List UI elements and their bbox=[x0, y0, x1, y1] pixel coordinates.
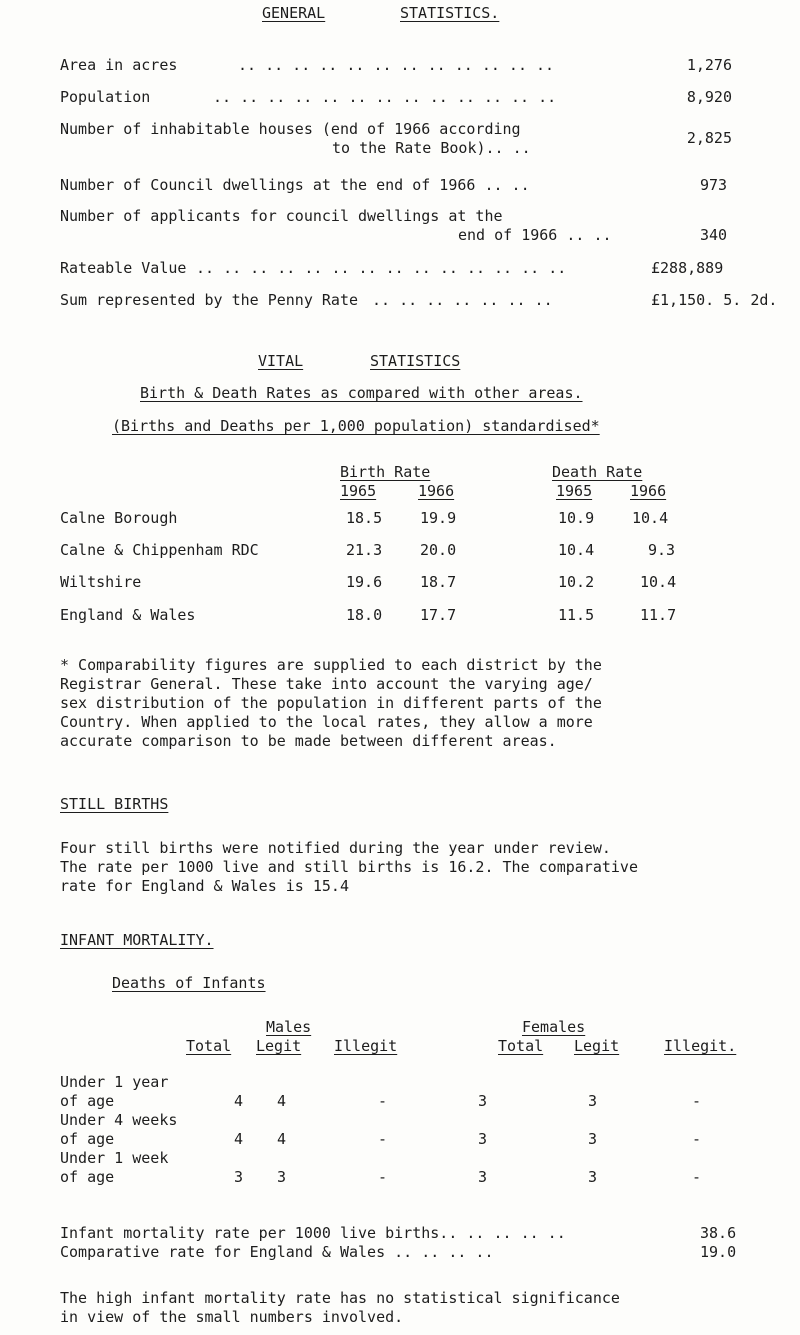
birth-1966: 18.7 bbox=[420, 573, 457, 591]
footnote-line: * Comparability figures are supplied to each district by the bbox=[60, 656, 602, 674]
area-label: Area in acres bbox=[60, 56, 178, 74]
birth-1966: 19.9 bbox=[420, 509, 457, 527]
applicants-line1: Number of applicants for council dwellings at the bbox=[60, 207, 503, 225]
female-illegit: - bbox=[692, 1092, 702, 1110]
male-illegit: - bbox=[378, 1092, 388, 1110]
population-label: Population bbox=[60, 88, 151, 106]
death-1965: 11.5 bbox=[558, 606, 595, 624]
council-dwellings-value: 973 bbox=[700, 176, 728, 194]
death-1965: 10.4 bbox=[558, 541, 595, 559]
rateable-dots: .. .. .. .. .. .. .. .. .. .. .. .. .. .. bbox=[196, 259, 567, 277]
infant-row-label: of age bbox=[60, 1168, 115, 1186]
vital-heading-left: VITAL bbox=[258, 352, 304, 370]
male-legit: 4 bbox=[277, 1092, 287, 1110]
rate-area: Calne & Chippenham RDC bbox=[60, 541, 259, 559]
female-legit: 3 bbox=[588, 1130, 598, 1148]
female-total: 3 bbox=[478, 1092, 488, 1110]
footnote-line: Registrar General. These take into account the varying age/ bbox=[60, 675, 593, 693]
rateable-value: £288,889 bbox=[651, 259, 724, 277]
area-value: 1,276 bbox=[686, 56, 732, 74]
infant-row-label: Under 4 weeks bbox=[60, 1111, 178, 1129]
still-births-text: rate for England & Wales is 15.4 bbox=[60, 877, 349, 895]
infant-heading: INFANT MORTALITY. bbox=[60, 931, 214, 949]
rateable-label: Rateable Value bbox=[60, 259, 187, 277]
col-male-legit: Legit bbox=[256, 1037, 302, 1055]
comparative-rate-value: 19.0 bbox=[700, 1243, 737, 1261]
death-1965: 10.9 bbox=[558, 509, 595, 527]
males-header: Males bbox=[266, 1018, 312, 1036]
death-1966: 9.3 bbox=[648, 541, 676, 559]
inhabitable-value: 2,825 bbox=[686, 129, 732, 147]
infant-row-label: of age bbox=[60, 1130, 115, 1148]
birth-1966: 20.0 bbox=[420, 541, 457, 559]
male-illegit: - bbox=[378, 1130, 388, 1148]
col-female-total: Total bbox=[498, 1037, 544, 1055]
footnote-line: accurate comparison to be made between different areas. bbox=[60, 732, 557, 750]
infant-row-label: Under 1 year bbox=[60, 1073, 169, 1091]
vital-subheading: Birth & Death Rates as compared with other areas. bbox=[140, 384, 583, 402]
comparative-rate-label: Comparative rate for England & Wales .. .. .. .. bbox=[60, 1243, 494, 1261]
col-female-legit: Legit bbox=[574, 1037, 620, 1055]
applicants-line2: end of 1966 .. .. bbox=[458, 226, 612, 244]
death-rate-header: Death Rate bbox=[552, 463, 643, 481]
infant-rate-value: 38.6 bbox=[700, 1224, 737, 1242]
rate-area: Wiltshire bbox=[60, 573, 142, 591]
vital-note-line: (Births and Deaths per 1,000 population) standardised* bbox=[112, 417, 600, 435]
population-value: 8,920 bbox=[686, 88, 732, 106]
year-death-1966: 1966 bbox=[630, 482, 667, 500]
birth-1966: 17.7 bbox=[420, 606, 457, 624]
year-birth-1965: 1965 bbox=[340, 482, 377, 500]
male-illegit: - bbox=[378, 1168, 388, 1186]
footnote-line: sex distribution of the population in different parts of the bbox=[60, 694, 602, 712]
infant-subheading: Deaths of Infants bbox=[112, 974, 266, 992]
col-male-illegit: Illegit bbox=[334, 1037, 398, 1055]
female-illegit: - bbox=[692, 1130, 702, 1148]
infant-row-label: of age bbox=[60, 1092, 115, 1110]
infant-row-label: Under 1 week bbox=[60, 1149, 169, 1167]
male-legit: 3 bbox=[277, 1168, 287, 1186]
female-total: 3 bbox=[478, 1130, 488, 1148]
year-death-1965: 1965 bbox=[556, 482, 593, 500]
penny-rate-dots: .. .. .. .. .. .. .. bbox=[372, 291, 553, 309]
still-births-text: Four still births were notified during the year under review. bbox=[60, 839, 611, 857]
death-1965: 10.2 bbox=[558, 573, 595, 591]
death-1966: 10.4 bbox=[640, 573, 677, 591]
still-births-heading: STILL BIRTHS bbox=[60, 795, 169, 813]
male-total: 3 bbox=[234, 1168, 244, 1186]
col-female-illegit: Illegit. bbox=[664, 1037, 737, 1055]
footnote-line: Country. When applied to the local rates, they allow a more bbox=[60, 713, 593, 731]
penny-rate-label: Sum represented by the Penny Rate bbox=[60, 291, 359, 309]
death-1966: 11.7 bbox=[640, 606, 677, 624]
male-legit: 4 bbox=[277, 1130, 287, 1148]
birth-1965: 18.0 bbox=[346, 606, 383, 624]
penny-rate-value: £1,150. 5. 2d. bbox=[651, 291, 778, 309]
birth-1965: 18.5 bbox=[346, 509, 383, 527]
closing-text: in view of the small numbers involved. bbox=[60, 1308, 404, 1326]
applicants-value: 340 bbox=[700, 226, 728, 244]
rate-area: Calne Borough bbox=[60, 509, 178, 527]
population-dots: .. .. .. .. .. .. .. .. .. .. .. .. .. bbox=[213, 88, 557, 106]
death-1966: 10.4 bbox=[632, 509, 669, 527]
infant-rate-label: Infant mortality rate per 1000 live births.. .. .. .. .. bbox=[60, 1224, 566, 1242]
female-legit: 3 bbox=[588, 1092, 598, 1110]
male-total: 4 bbox=[234, 1130, 244, 1148]
female-legit: 3 bbox=[588, 1168, 598, 1186]
header-general: GENERAL bbox=[262, 4, 326, 22]
female-illegit: - bbox=[692, 1168, 702, 1186]
col-male-total: Total bbox=[186, 1037, 232, 1055]
female-total: 3 bbox=[478, 1168, 488, 1186]
vital-heading-right: STATISTICS bbox=[370, 352, 461, 370]
birth-rate-header: Birth Rate bbox=[340, 463, 431, 481]
inhabitable-line2: to the Rate Book).. .. bbox=[332, 139, 531, 157]
birth-1965: 21.3 bbox=[346, 541, 383, 559]
still-births-text: The rate per 1000 live and still births is 16.2. The comparative bbox=[60, 858, 638, 876]
inhabitable-line1: Number of inhabitable houses (end of 1966 according bbox=[60, 120, 521, 138]
rate-area: England & Wales bbox=[60, 606, 196, 624]
council-dwellings-label: Number of Council dwellings at the end of 1966 .. .. bbox=[60, 176, 530, 194]
area-dots: .. .. .. .. .. .. .. .. .. .. .. .. bbox=[238, 56, 555, 74]
header-statistics: STATISTICS. bbox=[400, 4, 500, 22]
birth-1965: 19.6 bbox=[346, 573, 383, 591]
male-total: 4 bbox=[234, 1092, 244, 1110]
females-header: Females bbox=[522, 1018, 586, 1036]
year-birth-1966: 1966 bbox=[418, 482, 455, 500]
closing-text: The high infant mortality rate has no statistical significance bbox=[60, 1289, 620, 1307]
